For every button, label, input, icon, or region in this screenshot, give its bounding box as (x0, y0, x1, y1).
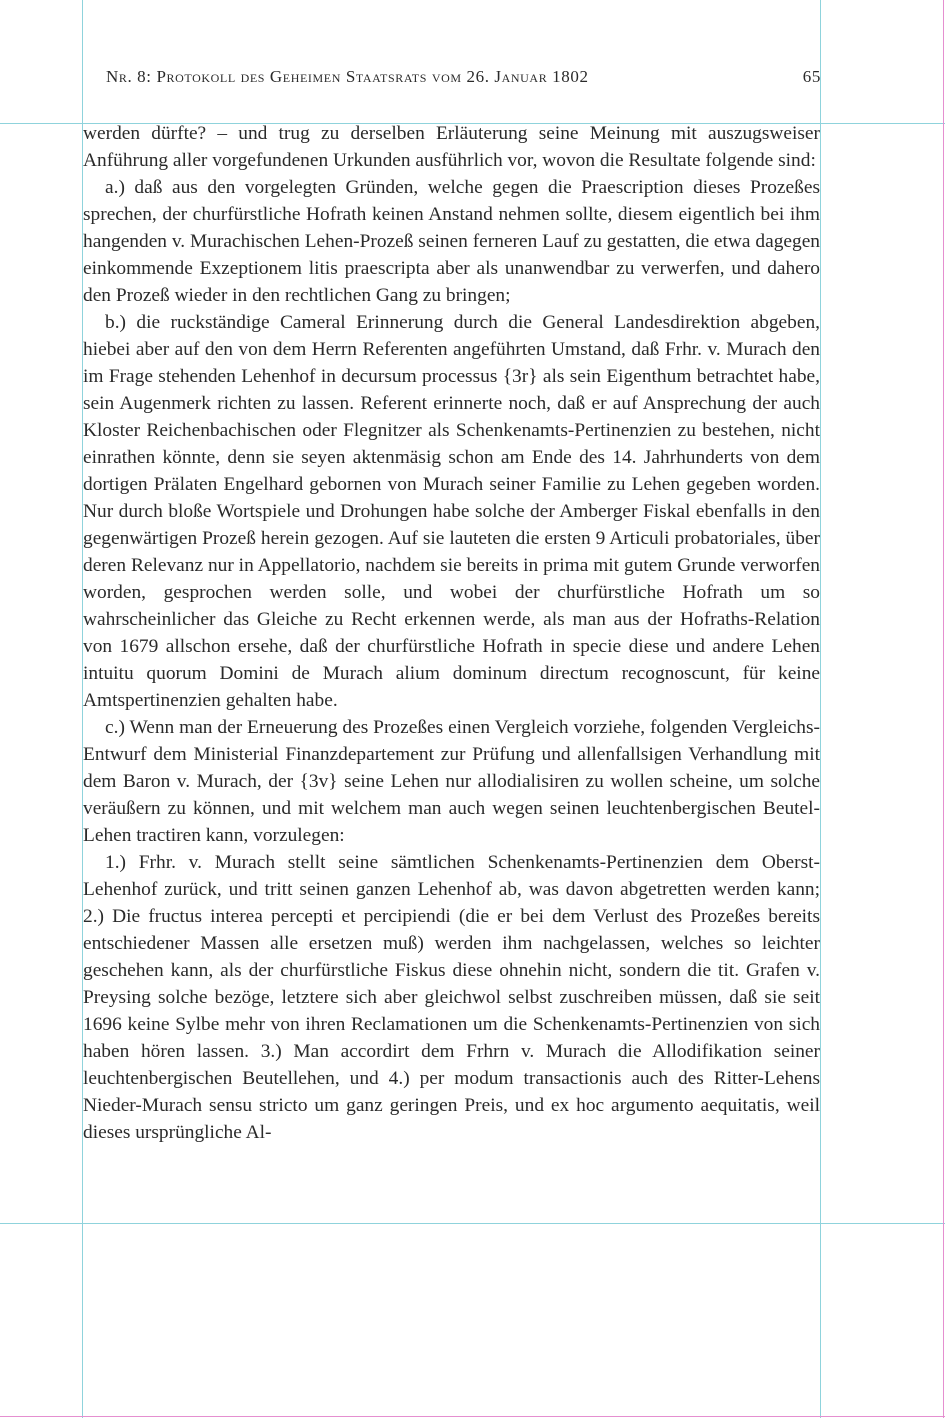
page-edge-bottom (0, 1416, 945, 1417)
running-head (106, 67, 821, 91)
paragraph-c: c.) Wenn man der Erneuerung des Prozeßes einen Vergleich vorziehe, folgenden Vergleichs-Entwurf dem Ministerial Finanzdepartement zur Prüfung und allenfallsigen Verhandlung mit dem Baron v. Murach, der {3v} seine Lehen nur allodialisiren zu wollen scheine, um solche veräußern zu können, und mit welchem man auch wegen seinen leuchtenbergischen Beutel-Lehen tractiren kann, vorzulegen: (83, 717, 820, 846)
paragraph-numbered-terms: 1.) Frhr. v. Murach stellt seine sämtlichen Schenkenamts-Pertinenzien dem Oberst-Lehenhof zurück, und tritt seinen ganzen Lehenhof ab, was davon abgetretten werden kann; 2.) Die fructus interea percepti et percipiendi (die er bei dem Verlust des Prozeßes bereits entschiedener Massen alle ersetzen muß) werden ihm nachgelassen, welches so leichter geschehen kann, als der churfürstliche Fiskus diese ohnehin nicht, sondern die tit. Grafen v. Preysing solche bezöge, letztere sich aber gleichwol selbst zuschreiben müssen, daß sie seit 1696 keine Sylbe mehr von ihren Reclamationen um die Schenkenamts-Pertinenzien von sich haben hören lassen. 3.) Man accordirt dem Frhrn v. Murach die Allodifikation seiner leuchtenbergischen Beutellehen, und 4.) per modum transactionis auch des Ritter-Lehens Nieder-Murach sensu stricto um ganz geringen Preis, und ex hoc argumento aequitatis, weil dieses ursprüngliche Al- (83, 852, 820, 1143)
page-edge-right (943, 0, 944, 1418)
paragraph-b: b.) die ruckständige Cameral Erinnerung durch die General Landesdirektion abgeben, hiebei aber auf den von dem Herrn Referenten angeführten Umstand, daß Frhr. v. Murach den im Frage stehenden Lehenhof in decursum processus {3r} als sein Eigenthum betrachtet habe, sein Augenmerk richten zu lassen. Referent erinnerte noch, daß er auf Ansprechung der auch Kloster Reichenbachischen oder Flegnitzer als Schenkenamts-Pertinenzien zu bestehen, nicht einrathen könnte, denn sie seyen aktenmäsig schon am Ende des 14. Jahrhunderts von dem dortigen Prälaten Engelhard gebornen von Murach seiner Familie zu Lehen gegeben worden. Nur durch bloße Wortspiele und Drohungen habe solche der Amberger Fiskal ebenfalls in den gegenwärtigen Prozeß herein gezogen. Auf sie lauteten die ersten 9 Articuli probatoriales, über deren Relevanz nur in Appellatorio, nachdem sie bereits in prima mit gutem Grunde verworfen worden, gesprochen werden solle, und wobei der churfürstliche Hofrath um so wahrscheinlicher das Gleiche zu Recht erkennen werde, als man aus der Hofraths-Relation von 1679 allschon ersehe, daß der churfürstliche Hofrath in specie diese und andere Lehen intuitu quorum Domini de Murach alium dominum directum recognoscunt, für keine Amtspertinenzien gehalten habe. (83, 312, 820, 711)
margin-guide-bottom (0, 1223, 945, 1224)
page-number: 65 (802, 67, 821, 86)
margin-guide-right (820, 0, 821, 1418)
running-head-title: Nr. 8: Protokoll des Geheimen Staatsrats vom 26. Januar 1802 (106, 67, 589, 86)
paragraph-continuation: werden dürfte? – und trug zu derselben Erläuterung seine Meinung mit auszugsweiser Anführung aller vorgefundenen Urkunden ausführlich vor, wovon die Resultate folgende sind: (83, 123, 820, 171)
paragraph-a: a.) daß aus den vorgelegten Gründen, welche gegen die Praescription dieses Prozeßes sprechen, der churfürstliche Hofrath keinen Anstand nehmen sollte, diesem eigentlich bei ihm hangenden v. Murachischen Lehen-Prozeß seinen ferneren Lauf zu gestatten, die etwa dagegen einkommende Exzeptionem litis praescripta aber als unanwendbar zu verwerfen, und dahero den Prozeß wieder in den rechtlichen Gang zu bringen; (83, 177, 820, 306)
main-text (83, 120, 820, 1146)
